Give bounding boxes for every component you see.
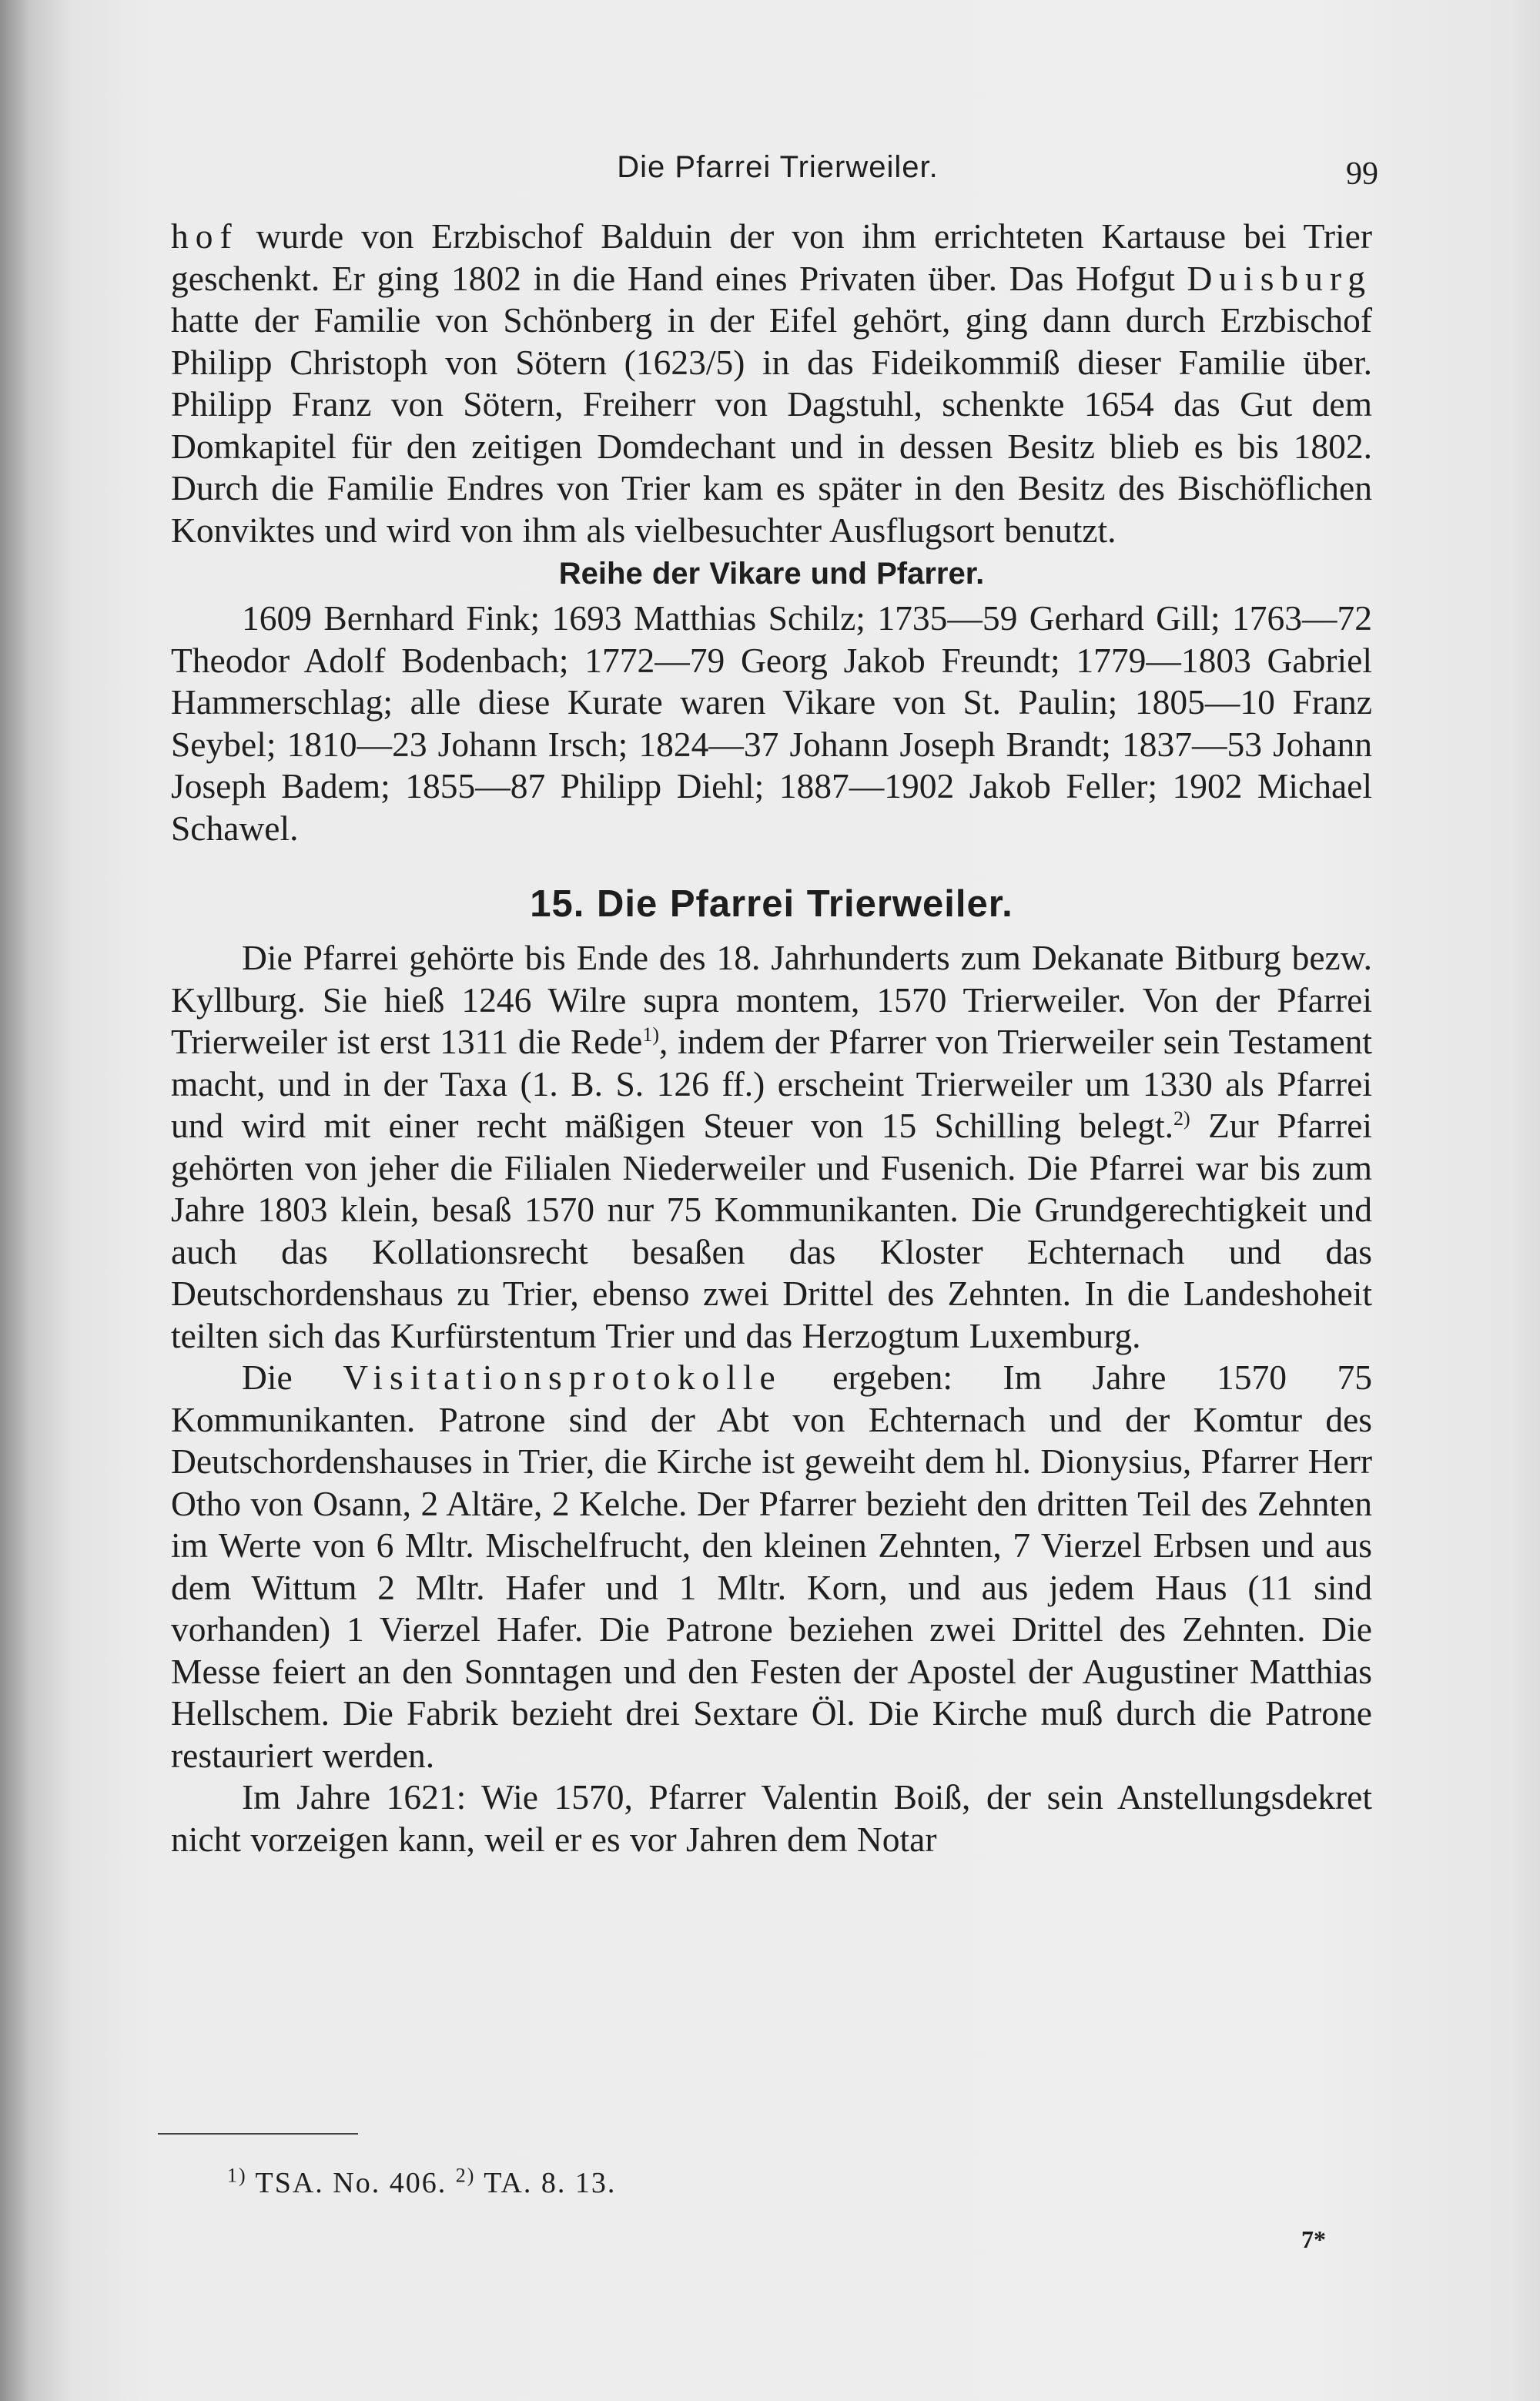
printer-signature-mark: 7* [1301,2225,1326,2253]
running-title: Die Pfarrei Trierweiler. [617,150,939,184]
paragraph-pfarrei-history [171,937,1372,1357]
spaced-place-name: Duisburg [1187,258,1372,298]
paragraph-text: hatte der Familie von Schönberg in der Eifel gehört, ging dann durch Erzbischof Philipp Christoph von Sötern (1623/5) in das Fideikommiß dieser Familie über. Philipp Franz von Sötern, Freiherr von Dagstuhl, schenkte 1654 das Gut dem Domkapitel für den zeitigen Domdechant und in dessen Besitz blieb es bis 1802. Durch die Familie Endres von Trier kam es später in den Besitz des Bischöflichen Konviktes und wird von ihm als vielbesuchter Ausflugsort benutzt. [171,300,1372,550]
section-subheading: Reihe der Vikare und Pfarrer. [558,557,985,591]
paragraph-1621: Im Jahre 1621: Wie 1570, Pfarrer Valentin Boiß, der sein Anstellungsdekret nicht vorzeigen kann, weil er es vor Jahren dem Notar [171,1777,1372,1859]
footnote-mark-1: 1) [227,2164,247,2187]
paragraph-text: Die [242,1358,343,1397]
footnotes [227,2164,616,2202]
footnote-mark-2: 2) [455,2164,476,2187]
footnote-ref-1[interactable]: 1) [642,1023,660,1046]
paragraph-hofgut [171,216,1372,551]
paragraph-text: , indem der Pfarrer von Trierweiler sein Testament macht, und in der Taxa (1. B. S. 126 ff.) erscheint Trierweiler um 1330 als Pfarrei und wird mit einer recht mäßigen Steuer von 15 Schilling belegt. [171,1022,1372,1145]
paragraph-text: wurde von Erzbischof Balduin der von ihm errichteten Kartause bei Trier geschenkt. Er ging 1802 in die Hand eines Privaten über. Das Hofgut [171,216,1372,298]
body-text [171,216,1372,1860]
paragraph-text: ergeben: Im Jahre 1570 75 Kommunikanten. Patrone sind der Abt von Echternach und der Komtur des Deutschordenshauses in Trier, die Kirche ist geweiht dem hl. Dionysius, Pfarrer Herr Otho von Osann, 2 Altäre, 2 Kelche. Der Pfarrer bezieht den dritten Teil des Zehnten im Werte von 6 Mltr. Mischelfrucht, den kleinen Zehnten, 7 Vierzel Erbsen und aus dem Wittum 2 Mltr. Hafer und 1 Mltr. Korn, und aus jedem Haus (11 sind vorhanden) 1 Vierzel Hafer. Die Patrone beziehen zwei Drittel des Zehnten. Die Messe feiert an den Sonntagen und den Festen der Apostel der Augustiner Matthias Hellschem. Die Fabrik bezieht drei Sextare Öl. Die Kirche muß durch die Patrone restauriert werden. [171,1358,1372,1775]
footnote-text-2: TA. 8. 13. [475,2167,617,2199]
chapter-heading: 15. Die Pfarrei Trierweiler. [530,883,1013,925]
footnote-ref-2[interactable]: 2) [1173,1107,1190,1130]
paragraph-text: Die Pfarrei gehörte bis Ende des 18. Jahrhunderts zum Dekanate Bitburg bezw. Kyllburg. Sie hieß 1246 Wilre supra montem, 1570 Trierweiler. Von der Pfarrei Trierweiler ist erst 1311 die Rede [171,938,1372,1061]
page-number: 99 [1346,156,1378,192]
paragraph-vikare-list: 1609 Bernhard Fink; 1693 Matthias Schilz; 1735—59 Gerhard Gill; 1763—72 Theodor Adolf Bodenbach; 1772—79 Georg Jakob Freundt; 1779—1803 Gabriel Hammerschlag; alle diese Kurate waren Vikare von St. Paulin; 1805—10 Franz Seybel; 1810—23 Johann Irsch; 1824—37 Johann Joseph Brandt; 1837—53 Johann Joseph Badem; 1855—87 Philipp Diehl; 1887—1902 Jakob Feller; 1902 Michael Schawel. [171,598,1372,848]
spaced-keyword: Visitationsprotokolle [343,1358,782,1397]
running-head [177,146,1378,193]
paragraph-text: Zur Pfarrei gehörten von jeher die Filialen Niederweiler und Fusenich. Die Pfarrei war bis zum Jahre 1803 klein, besaß 1570 nur 75 Kommunikanten. Die Grundgerechtigkeit und auch das Kollationsrecht besaßen das Kloster Echternach und das Deutschordenshaus zu Trier, ebenso zwei Drittel des Zehnten. In die Landeshoheit teilten sich das Kurfürstentum Trier und das Herzogtum Luxemburg. [171,1106,1372,1355]
spaced-lead-word: hof [171,216,239,256]
footnote-text-1: TSA. No. 406. [246,2167,456,2199]
footnote-divider [158,2133,358,2135]
paragraph-visitation [171,1357,1372,1776]
